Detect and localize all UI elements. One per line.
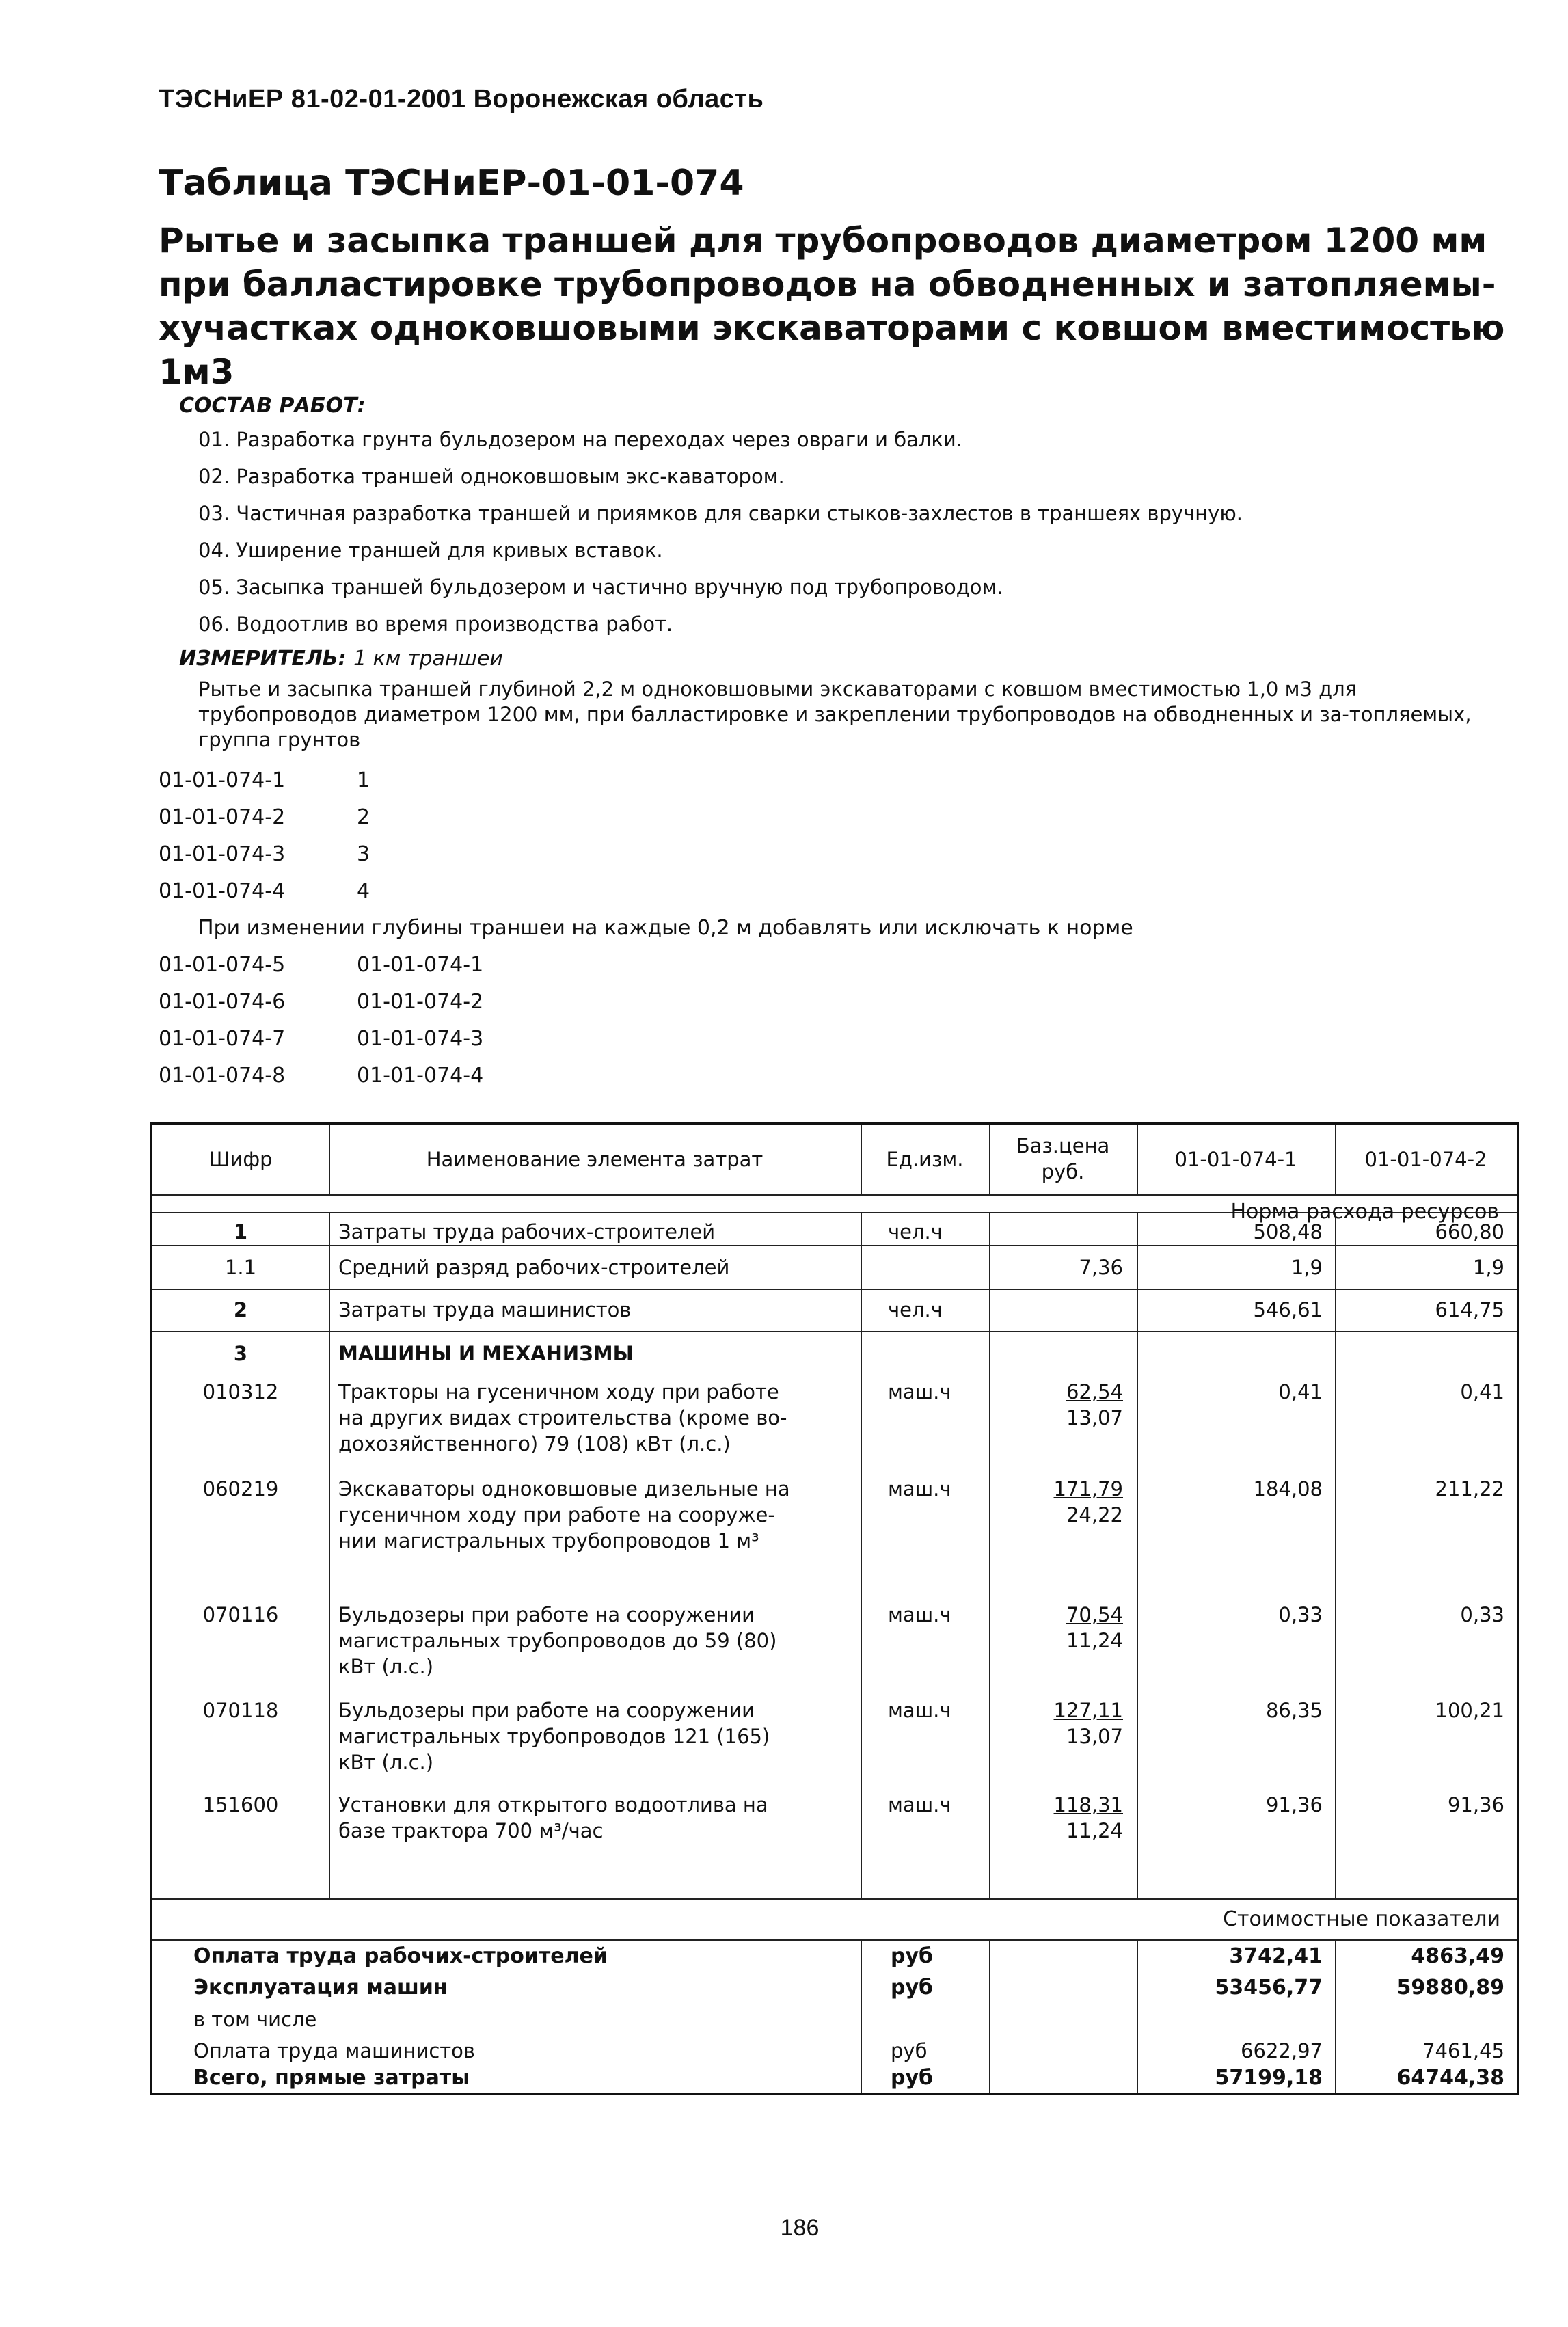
group: 2 (357, 805, 370, 829)
table-header-divider (152, 1194, 1517, 1196)
col-divider (329, 1212, 330, 1898)
price-with-wages: 62,54 (1066, 1380, 1123, 1403)
main-title-line: 1м3 (159, 352, 234, 392)
row-name-line: на других видах строительства (кроме во- (338, 1406, 787, 1429)
izmeritel-value: 1 км траншеи (353, 647, 503, 671)
code-depth-row (159, 1064, 483, 1088)
row-code: 070118 (202, 1699, 279, 1722)
price-wages: 13,07 (1066, 1406, 1123, 1429)
cost-v2: 4863,49 (1411, 1944, 1504, 1968)
table-title: Таблица ТЭСНиЕР-01-01-074 (159, 163, 744, 204)
code-group-row (159, 805, 370, 829)
row-v2: 91,36 (1447, 1793, 1504, 1816)
row-name-line: Бульдозеры при работе на сооружении (338, 1699, 755, 1722)
row-price (989, 1697, 1123, 1749)
row-code: 010312 (202, 1380, 279, 1403)
code: 01-01-074-1 (159, 768, 286, 792)
cost-v1: 6622,97 (1241, 2039, 1323, 2062)
row-name-line: нии магистральных трубопроводов 1 м³ (338, 1529, 759, 1552)
row-code: 151600 (202, 1793, 279, 1816)
cost-v1: 3742,41 (1229, 1944, 1323, 1968)
row-unit: маш.ч (888, 1380, 951, 1403)
row-name-line: Установки для открытого водоотлива на (338, 1793, 768, 1816)
row-v2: 211,22 (1435, 1477, 1504, 1501)
row-name (338, 1697, 770, 1775)
row-v2: 614,75 (1435, 1298, 1504, 1321)
ref-code: 01-01-074-4 (357, 1064, 484, 1088)
code-depth-row (159, 1027, 483, 1051)
row-price (989, 1602, 1123, 1654)
cost-v1: 53456,77 (1215, 1976, 1323, 2000)
cost-v2: 64744,38 (1396, 2066, 1504, 2090)
price-wages: 11,24 (1066, 1819, 1123, 1842)
row-v2: 0,33 (1460, 1603, 1504, 1626)
row-code: 3 (233, 1342, 248, 1365)
price-with-wages: 70,54 (1066, 1603, 1123, 1626)
header-code: Шифр (208, 1148, 273, 1171)
code-depth-row (159, 953, 483, 977)
work-item: 03. Частичная разработка траншей и приямков для сварки стыков-захлестов в траншеях вручную. (198, 502, 1243, 525)
group: 1 (357, 768, 370, 792)
izmeritel-label: ИЗМЕРИТЕЛЬ: (179, 647, 347, 671)
row-code: 1.1 (224, 1256, 257, 1279)
cost-v2: 59880,89 (1396, 1976, 1504, 2000)
row-v1: 91,36 (1265, 1793, 1323, 1816)
row-name-line: Бульдозеры при работе на сооружении (338, 1603, 755, 1626)
header-name: Наименование элемента затрат (426, 1148, 763, 1171)
row-name (338, 1792, 768, 1844)
row-code: 060219 (202, 1477, 279, 1501)
code-group-row (159, 879, 370, 903)
table-divider (152, 1331, 1517, 1332)
ref-code: 01-01-074-2 (357, 990, 484, 1014)
row-v1: 1,9 (1290, 1256, 1323, 1279)
main-title-line: при балластировке трубопроводов на обводненных и затопляемы- (159, 265, 1496, 304)
row-name-line: дохозяйственного) 79 (108) кВт (л.с.) (338, 1432, 731, 1455)
row-v1: 0,41 (1278, 1380, 1323, 1403)
price-with-wages: 118,31 (1053, 1793, 1123, 1816)
resource-table (150, 1122, 1519, 2095)
main-title (159, 219, 1526, 394)
row-name: Затраты труда рабочих-строителей (338, 1220, 716, 1243)
row-name-line: Экскаваторы одноковшовые дизельные на (338, 1477, 790, 1501)
row-unit: чел.ч (888, 1220, 943, 1243)
table-divider (152, 1939, 1517, 1941)
header-col2: 01-01-074-2 (1364, 1148, 1487, 1171)
row-name: МАШИНЫ И МЕХАНИЗМЫ (338, 1342, 634, 1365)
header-price-line: руб. (1041, 1160, 1085, 1183)
row-v1: 0,33 (1278, 1603, 1323, 1626)
row-unit: чел.ч (888, 1298, 943, 1321)
code: 01-01-074-6 (159, 990, 286, 1014)
sostav-label: СОСТАВ РАБОТ: (179, 394, 366, 418)
header-unit: Ед.изм. (886, 1148, 964, 1171)
ref-code: 01-01-074-3 (357, 1027, 484, 1051)
row-v1: 546,61 (1253, 1298, 1323, 1321)
group: 4 (357, 879, 370, 903)
header-price-line: Баз.цена (1016, 1134, 1110, 1157)
main-title-line: хучастках одноковшовыми экскаваторами с ковшом вместимостью (159, 308, 1505, 348)
cost-name: Всего, прямые затраты (193, 2066, 470, 2090)
main-title-line: Рытье и засыпка траншей для трубопроводов диаметром 1200 мм (159, 221, 1487, 260)
page-number: 186 (780, 2215, 820, 2241)
depth-note: При изменении глубины траншеи на каждые 0,2 м добавлять или исключать к норме (198, 916, 1133, 940)
price-wages: 13,07 (1066, 1725, 1123, 1748)
cost-unit: руб (891, 2039, 928, 2062)
row-name (338, 1379, 787, 1457)
work-item: 01. Разработка грунта бульдозером на переходах через овраги и балки. (198, 428, 962, 451)
cost-name: Оплата труда машинистов (193, 2039, 475, 2062)
row-v1: 86,35 (1265, 1699, 1323, 1722)
code-group-row (159, 842, 370, 866)
code: 01-01-074-4 (159, 879, 286, 903)
row-price: 7,36 (1079, 1256, 1123, 1279)
row-v2: 660,80 (1435, 1220, 1504, 1243)
row-name-line: кВт (л.с.) (338, 1655, 434, 1678)
row-v1: 184,08 (1253, 1477, 1323, 1501)
row-code: 2 (233, 1298, 248, 1321)
table-divider (152, 1245, 1517, 1246)
work-item: 05. Засыпка траншей бульдозером и частично вручную под трубопроводом. (198, 576, 1003, 599)
code-group-row (159, 768, 370, 792)
price-wages: 11,24 (1066, 1629, 1123, 1652)
code: 01-01-074-5 (159, 953, 286, 977)
row-unit: маш.ч (888, 1477, 951, 1501)
cost-unit: руб (891, 1944, 933, 1968)
code: 01-01-074-7 (159, 1027, 286, 1051)
row-v2: 100,21 (1435, 1699, 1504, 1722)
price-with-wages: 127,11 (1053, 1699, 1123, 1722)
work-item: 04. Уширение траншей для кривых вставок. (198, 539, 663, 562)
cost-name: в том числе (193, 2008, 317, 2031)
group: 3 (357, 842, 370, 866)
code: 01-01-074-3 (159, 842, 286, 866)
row-name-line: магистральных трубопроводов до 59 (80) (338, 1629, 777, 1652)
price-with-wages: 171,79 (1053, 1477, 1123, 1501)
row-price (989, 1476, 1123, 1528)
row-name-line: кВт (л.с.) (338, 1751, 434, 1774)
row-name: Средний разряд рабочих-строителей (338, 1256, 730, 1279)
row-name-line: Тракторы на гусеничном ходу при работе (338, 1380, 779, 1403)
cost-name: Эксплуатация машин (193, 1976, 448, 2000)
row-name-line: базе трактора 700 м³/час (338, 1819, 604, 1842)
row-unit: маш.ч (888, 1603, 951, 1626)
cost-name: Оплата труда рабочих-строителей (193, 1944, 608, 1968)
row-code: 1 (233, 1220, 248, 1243)
header-price (989, 1133, 1137, 1185)
row-unit: маш.ч (888, 1699, 951, 1722)
row-name: Затраты труда машинистов (338, 1298, 632, 1321)
row-v1: 508,48 (1253, 1220, 1323, 1243)
row-code: 070116 (202, 1603, 279, 1626)
cost-v2: 7461,45 (1422, 2039, 1504, 2062)
col-divider (861, 1212, 862, 1898)
table-divider (152, 1898, 1517, 1900)
cost-label: Стоимостные показатели (1223, 1907, 1500, 1931)
izmeritel (179, 647, 503, 671)
row-v2: 1,9 (1472, 1256, 1504, 1279)
col-divider (861, 1939, 862, 2093)
work-item: 06. Водоотлив во время производства работ. (198, 613, 673, 636)
description: Рытье и засыпка траншей глубиной 2,2 м одноковшовыми экскаваторами с ковшом вместимостью 1,0 м3 для трубопроводов диаметром 1200 мм, при балластировке и закреплении трубопроводов на обводненных и за-топляемых, группа грунтов (198, 677, 1472, 751)
row-name (338, 1602, 776, 1680)
cost-unit: руб (891, 1976, 933, 2000)
code: 01-01-074-8 (159, 1064, 286, 1088)
row-name-line: магистральных трубопроводов 121 (165) (338, 1725, 770, 1748)
table-divider (152, 1289, 1517, 1290)
cost-v1: 57199,18 (1215, 2066, 1323, 2090)
code-depth-row (159, 990, 483, 1014)
code: 01-01-074-2 (159, 805, 286, 829)
cost-unit: руб (891, 2066, 933, 2090)
row-price (989, 1379, 1123, 1431)
work-item: 02. Разработка траншей одноковшовым экс-каватором. (198, 465, 785, 488)
norma-label: Норма расхода ресурсов (1230, 1200, 1499, 1224)
row-name (338, 1476, 790, 1554)
price-wages: 24,22 (1066, 1503, 1123, 1526)
col-divider (989, 1939, 990, 2093)
row-v2: 0,41 (1460, 1380, 1504, 1403)
row-name-line: гусеничном ходу при работе на сооруже- (338, 1503, 775, 1526)
document-header: ТЭСНиЕР 81-02-01-2001 Воронежская область (159, 85, 764, 113)
row-price (989, 1792, 1123, 1844)
ref-code: 01-01-074-1 (357, 953, 484, 977)
row-unit: маш.ч (888, 1793, 951, 1816)
header-col1: 01-01-074-1 (1174, 1148, 1297, 1171)
